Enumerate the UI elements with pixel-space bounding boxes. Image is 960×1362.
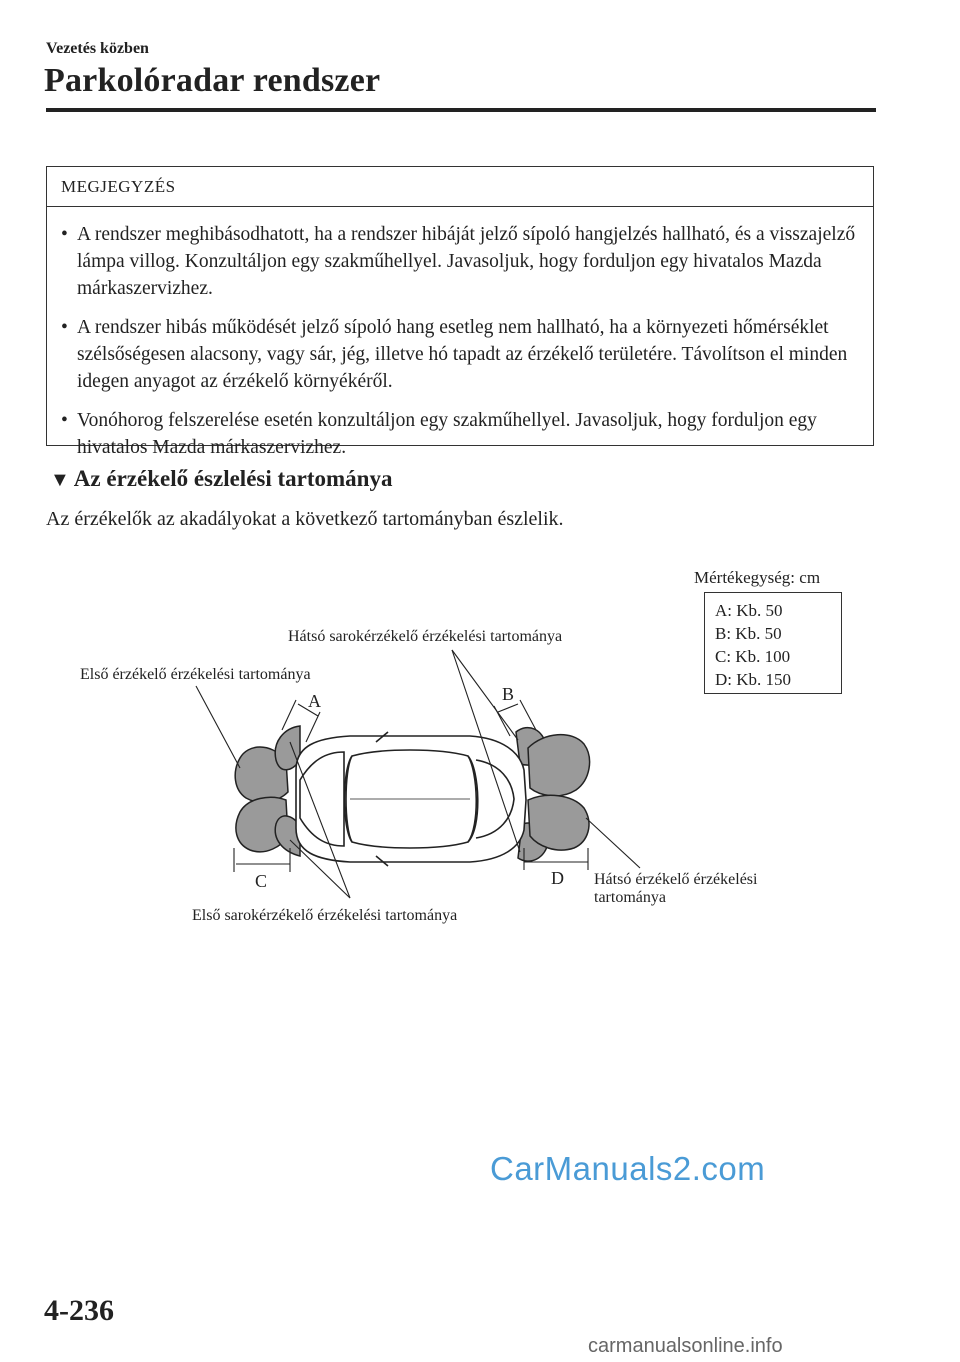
running-head: Vezetés közben bbox=[46, 40, 149, 57]
page-number: 4-236 bbox=[44, 1294, 114, 1327]
callout-rear-sensor-line2: tartománya bbox=[594, 889, 666, 906]
legend-item-c: C: Kb. 100 bbox=[715, 647, 791, 666]
leader-rear-corner-1 bbox=[452, 650, 518, 740]
rear-zone-lower bbox=[528, 795, 589, 850]
dimension-label-d: D bbox=[551, 868, 564, 888]
note-heading: MEGJEGYZÉS bbox=[61, 177, 176, 196]
section-body-text: Az érzékelők az akadályokat a következő tartományban észlelik. bbox=[46, 508, 564, 530]
bullet-icon: • bbox=[61, 317, 68, 338]
note-item-text: A rendszer meghibásodhatott, ha a rendszer hibáját jelző sípoló hangjelzés hallható, és a visszajelző lámpa villog. Konzultáljon egy szakműhellyel. Javasoljuk, hogy forduljon egy hivatalos Mazda márkaszervizhez. bbox=[77, 224, 856, 299]
legend-item-b: B: Kb. 50 bbox=[715, 624, 782, 643]
legend-item-a: A: Kb. 50 bbox=[715, 601, 783, 620]
callout-front-sensor: Első érzékelő érzékelési tartománya bbox=[80, 666, 311, 683]
callout-front-corner: Első sarokérzékelő érzékelési tartománya bbox=[192, 907, 458, 924]
dimension-b-line bbox=[498, 704, 518, 712]
dimension-label-a: A bbox=[308, 691, 321, 711]
leader-rear-sensor bbox=[586, 818, 640, 868]
unit-label: Mértékegység: cm bbox=[694, 568, 821, 587]
bullet-icon: • bbox=[61, 224, 68, 245]
dimension-label-c: C bbox=[255, 871, 268, 891]
callout-rear-corner: Hátsó sarokérzékelő érzékelési tartománya bbox=[288, 628, 563, 645]
dimension-a-line bbox=[298, 704, 318, 716]
watermark-logo: CarManuals2.com bbox=[490, 1150, 766, 1187]
rear-zone-upper bbox=[528, 735, 590, 796]
note-item-text: Vonóhorog felszerelése esetén konzultáljon egy szakműhellyel. Javasoljuk, hogy forduljon egy hivatalos Mazda márkaszervizhez. bbox=[77, 410, 817, 458]
leader-front-sensor bbox=[196, 686, 240, 768]
legend-item-d: D: Kb. 150 bbox=[715, 670, 792, 689]
dimension-label-b: B bbox=[502, 684, 515, 704]
bullet-icon: • bbox=[61, 410, 68, 431]
section-heading-text: Az érzékelő észlelési tartománya bbox=[73, 466, 393, 491]
triangle-marker-icon: ▼ bbox=[50, 469, 70, 491]
footer-url: carmanualsonline.info bbox=[588, 1335, 783, 1357]
page-title: Parkolóradar rendszer bbox=[44, 62, 381, 99]
callout-rear-sensor-line1: Hátsó érzékelő érzékelési bbox=[594, 871, 758, 888]
note-item-text: A rendszer hibás működését jelző sípoló hang esetleg nem hallható, ha a környezeti hőmérséklet szélsőségesen alacsony, vagy sár, jég, illetve hó tapadt az érzékelő területére. Távolítson el minden idegen anyagot az érzékelő környékéről. bbox=[77, 317, 848, 392]
